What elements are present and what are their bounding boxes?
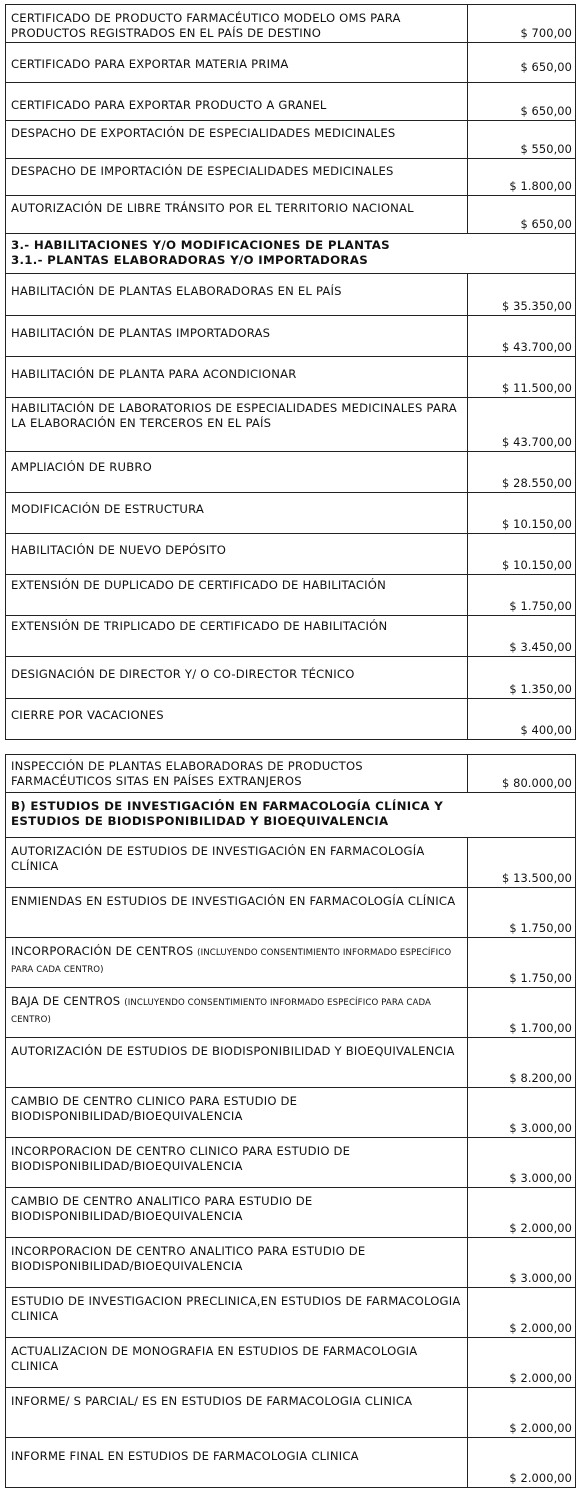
table-row xyxy=(6,534,576,575)
row-price: $ 43.700,00 xyxy=(468,398,576,452)
table-row xyxy=(6,838,576,888)
row-price: $ 3.450,00 xyxy=(468,616,576,657)
row-description: CIERRE POR VACACIONES xyxy=(6,699,468,740)
row-description-text: AUTORIZACIÓN DE ESTUDIOS DE BIODISPONIBILIDAD Y BIOEQUIVALENCIA xyxy=(11,1044,455,1058)
row-description xyxy=(6,1288,468,1338)
row-description: CERTIFICADO PARA EXPORTAR MATERIA PRIMA xyxy=(6,43,468,83)
row-price: $ 2.000,00 xyxy=(468,1388,576,1438)
table-row xyxy=(6,1238,576,1288)
fee-table-1 xyxy=(5,4,576,740)
row-description xyxy=(6,1438,468,1488)
row-price: $ 2.000,00 xyxy=(468,1338,576,1388)
subsection-title: 3.1.- PLANTAS ELABORADORAS Y/O IMPORTADORAS xyxy=(11,253,369,267)
row-price: $ 2.000,00 xyxy=(468,1188,576,1238)
row-description xyxy=(6,1338,468,1388)
table-row xyxy=(6,657,576,699)
row-description: DESPACHO DE EXPORTACIÓN DE ESPECIALIDADES MEDICINALES xyxy=(6,121,468,159)
row-price: $ 2.000,00 xyxy=(468,1438,576,1488)
table-row xyxy=(6,1138,576,1188)
row-price: $ 1.800,00 xyxy=(468,159,576,196)
table-row xyxy=(6,1288,576,1338)
row-price: $ 8.200,00 xyxy=(468,1038,576,1088)
table-row xyxy=(6,121,576,159)
table-row xyxy=(6,159,576,196)
row-description: MODIFICACIÓN DE ESTRUCTURA xyxy=(6,493,468,534)
section-header-row xyxy=(6,793,576,838)
row-description xyxy=(6,1088,468,1138)
row-price: $ 3.000,00 xyxy=(468,1088,576,1138)
table-row xyxy=(6,196,576,234)
row-description: HABILITACIÓN DE PLANTA PARA ACONDICIONAR xyxy=(6,357,468,398)
row-description-text: INCORPORACIÓN DE CENTROS xyxy=(11,944,194,958)
row-price: $ 3.000,00 xyxy=(468,1138,576,1188)
table-row xyxy=(6,43,576,83)
row-price: $ 10.150,00 xyxy=(468,493,576,534)
row-description-text: CAMBIO DE CENTRO CLINICO PARA ESTUDIO DE BIODISPONIBILIDAD/BIOEQUIVALENCIA xyxy=(11,1094,298,1123)
row-description: AMPLIACIÓN DE RUBRO xyxy=(6,452,468,493)
fee-table-2 xyxy=(5,754,576,1488)
row-price: $ 80.000,00 xyxy=(468,755,576,793)
table-row xyxy=(6,988,576,1038)
row-description-note: (INCLUYENDO CONSENTIMIENTO INFORMADO ESPECÍFICO PARA CADA CENTRO) xyxy=(11,948,452,975)
row-description: HABILITACIÓN DE NUEVO DEPÓSITO xyxy=(6,534,468,575)
row-description xyxy=(6,1388,468,1438)
row-price: $ 650,00 xyxy=(468,196,576,234)
table-row xyxy=(6,357,576,398)
row-price: $ 3.000,00 xyxy=(468,1238,576,1288)
table-row xyxy=(6,5,576,43)
table-row xyxy=(6,274,576,316)
section-header-row xyxy=(6,234,576,274)
row-description: EXTENSIÓN DE DUPLICADO DE CERTIFICADO DE HABILITACIÓN xyxy=(6,575,468,616)
row-description xyxy=(6,1038,468,1088)
row-description xyxy=(6,988,468,1038)
row-description-text: CAMBIO DE CENTRO ANALITICO PARA ESTUDIO DE BIODISPONIBILIDAD/BIOEQUIVALENCIA xyxy=(11,1194,313,1223)
row-price: $ 43.700,00 xyxy=(468,316,576,357)
table-row xyxy=(6,1438,576,1488)
table-row xyxy=(6,575,576,616)
row-description-text: INCORPORACION DE CENTRO CLINICO PARA ESTUDIO DE BIODISPONIBILIDAD/BIOEQUIVALENCIA xyxy=(11,1144,351,1173)
table-row xyxy=(6,452,576,493)
row-description: HABILITACIÓN DE PLANTAS IMPORTADORAS xyxy=(6,316,468,357)
table-row xyxy=(6,1188,576,1238)
section-header xyxy=(6,234,576,274)
row-description xyxy=(6,1138,468,1188)
table-row xyxy=(6,616,576,657)
row-description: DESIGNACIÓN DE DIRECTOR Y/ O CO-DIRECTOR TÉCNICO xyxy=(6,657,468,699)
row-description-note: (INCLUYENDO CONSENTIMIENTO INFORMADO ESPECÍFICO PARA CADA CENTRO) xyxy=(11,998,432,1025)
row-description xyxy=(6,838,468,888)
row-price: $ 1.750,00 xyxy=(468,575,576,616)
row-description: HABILITACIÓN DE LABORATORIOS DE ESPECIALIDADES MEDICINALES PARA LA ELABORACIÓN EN TERCEROS EN EL PAÍS xyxy=(6,398,468,452)
table-row xyxy=(6,316,576,357)
table-row xyxy=(6,1038,576,1088)
row-price: $ 1.350,00 xyxy=(468,657,576,699)
row-description-text: BAJA DE CENTROS xyxy=(11,994,121,1008)
row-description-text: ENMIENDAS EN ESTUDIOS DE INVESTIGACIÓN EN FARMACOLOGÍA CLÍNICA xyxy=(11,894,456,908)
row-price: $ 10.150,00 xyxy=(468,534,576,575)
row-description-text: INFORME/ S PARCIAL/ ES EN ESTUDIOS DE FARMACOLOGIA CLINICA xyxy=(11,1394,413,1408)
row-description xyxy=(6,1238,468,1288)
row-price: $ 400,00 xyxy=(468,699,576,740)
row-description-text: ACTUALIZACION DE MONOGRAFIA EN ESTUDIOS DE FARMACOLOGIA CLINICA xyxy=(11,1344,418,1373)
row-description-text: AUTORIZACIÓN DE ESTUDIOS DE INVESTIGACIÓN EN FARMACOLOGÍA CLÍNICA xyxy=(11,844,425,873)
table-row xyxy=(6,398,576,452)
section-title: 3.- HABILITACIONES Y/O MODIFICACIONES DE PLANTAS xyxy=(11,238,390,252)
row-price: $ 1.700,00 xyxy=(468,988,576,1038)
row-price: $ 700,00 xyxy=(468,5,576,43)
row-price: $ 550,00 xyxy=(468,121,576,159)
row-description: EXTENSIÓN DE TRIPLICADO DE CERTIFICADO DE HABILITACIÓN xyxy=(6,616,468,657)
table-row xyxy=(6,1388,576,1438)
row-description: HABILITACIÓN DE PLANTAS ELABORADORAS EN EL PAÍS xyxy=(6,274,468,316)
row-price: $ 11.500,00 xyxy=(468,357,576,398)
row-description: INSPECCIÓN DE PLANTAS ELABORADORAS DE PRODUCTOS FARMACÉUTICOS SITAS EN PAÍSES EXTRANJEROS xyxy=(6,755,468,793)
row-description-text: ESTUDIO DE INVESTIGACION PRECLINICA,EN ESTUDIOS DE FARMACOLOGIA CLINICA xyxy=(11,1294,461,1323)
row-price: $ 650,00 xyxy=(468,83,576,121)
table-row xyxy=(6,888,576,938)
section-title-continued: ESTUDIOS DE BIODISPONIBILIDAD Y BIOEQUIVALENCIA xyxy=(11,814,389,828)
row-price: $ 1.750,00 xyxy=(468,888,576,938)
row-description-text: INFORME FINAL EN ESTUDIOS DE FARMACOLOGIA CLINICA xyxy=(11,1449,359,1463)
table-row xyxy=(6,83,576,121)
row-description: CERTIFICADO PARA EXPORTAR PRODUCTO A GRANEL xyxy=(6,83,468,121)
row-description xyxy=(6,938,468,988)
row-price: $ 1.750,00 xyxy=(468,938,576,988)
row-price: $ 13.500,00 xyxy=(468,838,576,888)
row-description-text: INCORPORACION DE CENTRO ANALITICO PARA ESTUDIO DE BIODISPONIBILIDAD/BIOEQUIVALENCIA xyxy=(11,1244,366,1273)
table-row xyxy=(6,938,576,988)
row-price: $ 35.350,00 xyxy=(468,274,576,316)
table-row xyxy=(6,1088,576,1138)
row-price: $ 2.000,00 xyxy=(468,1288,576,1338)
row-description: AUTORIZACIÓN DE LIBRE TRÁNSITO POR EL TERRITORIO NACIONAL xyxy=(6,196,468,234)
table-row xyxy=(6,493,576,534)
row-description xyxy=(6,888,468,938)
row-description: DESPACHO DE IMPORTACIÓN DE ESPECIALIDADES MEDICINALES xyxy=(6,159,468,196)
table-row xyxy=(6,755,576,793)
row-price: $ 28.550,00 xyxy=(468,452,576,493)
table-row xyxy=(6,1338,576,1388)
row-description: CERTIFICADO DE PRODUCTO FARMACÉUTICO MODELO OMS PARA PRODUCTOS REGISTRADOS EN EL PAÍS DE DESTINO xyxy=(6,5,468,43)
row-description xyxy=(6,1188,468,1238)
section-header xyxy=(6,793,576,838)
section-title: B) ESTUDIOS DE INVESTIGACIÓN EN FARMACOLOGÍA CLÍNICA Y xyxy=(11,799,444,813)
row-price: $ 650,00 xyxy=(468,43,576,83)
table-row xyxy=(6,699,576,740)
